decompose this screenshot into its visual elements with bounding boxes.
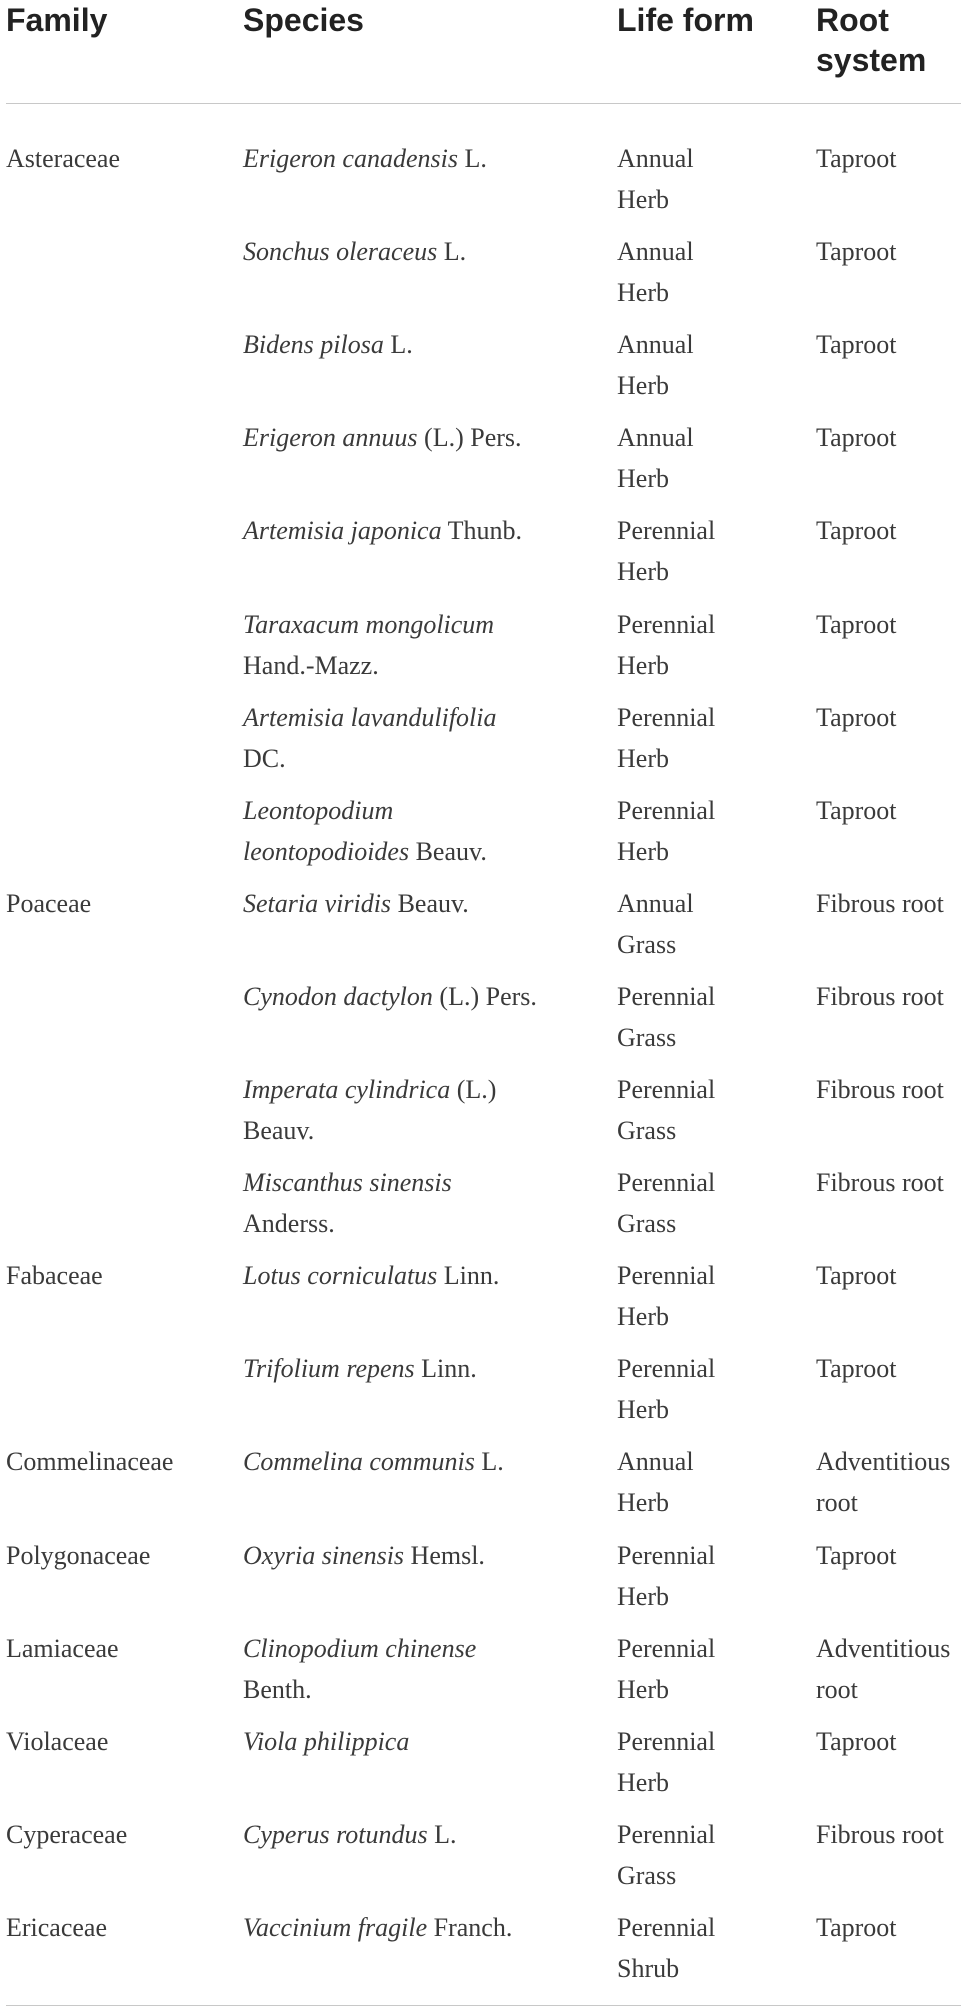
species-cell (243, 1907, 512, 1948)
species-italic: Erigeron canadensis (243, 144, 458, 173)
species-line1 (243, 1628, 476, 1669)
species-line1 (243, 510, 522, 551)
root-system-line1: Taproot (816, 795, 897, 825)
life-form-line2: Herb (617, 557, 669, 587)
root-system-line1: Taproot (816, 1540, 897, 1570)
life-form-cell (617, 417, 694, 499)
species-authority: (L.) (450, 1075, 497, 1104)
table-row (0, 324, 972, 417)
root-system-line1: Fibrous root (816, 1075, 944, 1104)
root-system-cell (816, 1814, 944, 1855)
species-italic: Erigeron annuus (243, 423, 418, 453)
life-form-cell (617, 324, 694, 406)
species-cell (243, 1069, 496, 1151)
table-row (0, 1255, 972, 1348)
species-italic: Commelina communis (243, 1447, 475, 1477)
table-row (0, 1814, 972, 1907)
species-cell (243, 1628, 476, 1710)
table-bottom-divider (6, 2005, 961, 2006)
life-form-cell (617, 1348, 715, 1430)
species-line1 (243, 1814, 457, 1855)
life-form-cell (617, 697, 715, 779)
root-system-line1: Taproot (816, 1912, 897, 1942)
species-line1 (243, 324, 413, 365)
life-form-cell (617, 1069, 715, 1151)
root-system-line1: Taproot (816, 702, 897, 732)
species-authority: Beauv. (391, 888, 469, 918)
life-form-line1: Perennial (617, 609, 716, 639)
life-form-line1: Annual (617, 144, 694, 173)
life-form-line2: Herb (617, 1767, 669, 1797)
root-system-line1: Fibrous root (816, 1168, 944, 1198)
family-cell: Violaceae (6, 1726, 109, 1756)
species-line1 (243, 697, 497, 738)
family-cell: Cyperaceae (6, 1819, 128, 1849)
table-row (0, 1069, 972, 1162)
table-row (0, 1535, 972, 1628)
species-authority-2: Benth. (243, 1674, 312, 1704)
species-italic: Cynodon dactylon (243, 981, 433, 1011)
species-authority: L. (474, 1447, 504, 1477)
root-system-cell (816, 790, 897, 831)
root-system-line2: root (816, 1488, 858, 1518)
species-italic: Trifolium repens (243, 1354, 415, 1384)
species-italic: Clinopodium chinense (243, 1633, 477, 1663)
life-form-cell (617, 1721, 715, 1803)
table-row (0, 976, 972, 1069)
species-italic: Cyperus rotundus (243, 1819, 428, 1849)
species-cell (243, 138, 487, 179)
header-root-line2: system (816, 42, 927, 78)
root-system-line1: Taproot (816, 516, 897, 546)
life-form-cell (617, 1255, 715, 1337)
species-authority: Linn. (437, 1261, 500, 1291)
life-form-cell (617, 1814, 715, 1896)
root-system-cell (816, 883, 944, 924)
root-system-cell (816, 1628, 950, 1710)
species-italic: Artemisia japonica (243, 516, 442, 546)
life-form-line2: Herb (617, 836, 669, 866)
species-line1 (243, 976, 537, 1017)
life-form-cell (617, 976, 715, 1058)
table-row (0, 1162, 972, 1255)
species-cell (243, 510, 522, 551)
species-line1 (243, 1721, 409, 1762)
species-line1 (243, 883, 469, 924)
species-line1 (243, 1255, 499, 1296)
species-line1 (243, 1162, 452, 1203)
root-system-line1: Taproot (816, 1726, 897, 1756)
life-form-cell (617, 883, 694, 965)
species-line1 (243, 231, 466, 272)
life-form-line2: Grass (617, 1209, 677, 1239)
root-system-cell (816, 976, 944, 1017)
life-form-line1: Perennial (617, 1726, 716, 1756)
root-system-cell (816, 231, 897, 272)
table-row (0, 1441, 972, 1534)
life-form-line1: Perennial (617, 1075, 716, 1104)
species-cell (243, 697, 497, 779)
life-form-line2: Herb (617, 1395, 669, 1425)
table-header (0, 0, 972, 104)
life-form-line2: Herb (617, 1674, 669, 1704)
species-italic: Lotus corniculatus (243, 1261, 438, 1291)
root-system-cell (816, 138, 897, 179)
species-line1 (243, 790, 487, 831)
table-row (0, 1907, 972, 2000)
life-form-line1: Perennial (617, 1261, 716, 1291)
species-cell (243, 1721, 409, 1762)
species-cell (243, 1255, 499, 1296)
life-form-line1: Perennial (617, 795, 716, 825)
root-system-line1: Adventitious (816, 1447, 951, 1477)
species-authority: (L.) Pers. (432, 981, 537, 1011)
family-cell: Lamiaceae (6, 1633, 119, 1663)
species-cell (243, 1441, 504, 1482)
life-form-line1: Perennial (617, 981, 716, 1011)
life-form-cell (617, 138, 694, 220)
species-authority-2: DC. (243, 743, 286, 773)
table-row (0, 604, 972, 697)
root-system-line1: Adventitious (816, 1633, 951, 1663)
header-family: Family (6, 2, 108, 38)
root-system-line1: Taproot (816, 330, 897, 360)
life-form-line2: Grass (617, 1022, 677, 1052)
root-system-line1: Fibrous root (816, 1819, 944, 1849)
species-line1 (243, 604, 494, 645)
family-cell: Fabaceae (6, 1261, 103, 1291)
table-row (0, 1721, 972, 1814)
family-cell: Asteraceae (6, 144, 121, 173)
header-divider (6, 103, 961, 104)
species-italic: Miscanthus sinensis (243, 1168, 452, 1198)
species-line1 (243, 417, 522, 458)
table-row (0, 790, 972, 883)
species-authority: L. (437, 237, 467, 267)
family-cell: Poaceae (6, 888, 92, 918)
life-form-line1: Perennial (617, 1354, 716, 1384)
life-form-line1: Annual (617, 237, 694, 267)
life-form-line2: Herb (617, 1302, 669, 1332)
species-cell (243, 976, 537, 1017)
root-system-line2: root (816, 1674, 858, 1704)
species-italic: Vaccinium fragile (243, 1912, 428, 1942)
table-row (0, 138, 972, 231)
species-cell (243, 417, 522, 458)
species-cell (243, 1348, 477, 1389)
life-form-cell (617, 510, 715, 592)
root-system-line1: Taproot (816, 1261, 897, 1291)
life-form-cell (617, 1628, 715, 1710)
species-line1 (243, 138, 487, 179)
life-form-line2: Grass (617, 929, 677, 959)
species-authority-2: Beauv. (243, 1116, 315, 1145)
life-form-line1: Perennial (617, 1633, 716, 1663)
life-form-line1: Annual (617, 423, 694, 453)
root-system-cell (816, 1441, 950, 1523)
species-line2 (243, 1669, 476, 1710)
root-system-cell (816, 1535, 897, 1576)
life-form-line1: Perennial (617, 1540, 716, 1570)
life-form-cell (617, 1162, 715, 1244)
life-form-line1: Perennial (617, 516, 716, 546)
species-line1 (243, 1441, 504, 1482)
life-form-cell (617, 1907, 715, 1989)
root-system-line1: Taproot (816, 144, 897, 173)
root-system-cell (816, 1721, 897, 1762)
table-row (0, 883, 972, 976)
species-italic: Taraxacum mongolicum (243, 609, 495, 639)
life-form-line2: Herb (617, 371, 669, 401)
species-authority: L. (427, 1819, 457, 1849)
life-form-cell (617, 1441, 694, 1523)
species-cell (243, 231, 466, 272)
table-row (0, 417, 972, 510)
species-italic: Viola philippica (243, 1726, 410, 1756)
life-form-cell (617, 231, 694, 313)
species-line2 (243, 1203, 452, 1244)
species-line2 (243, 645, 494, 686)
species-italic: Sonchus oleraceus (243, 237, 438, 267)
life-form-line2: Grass (617, 1860, 677, 1890)
header-life-form: Life form (617, 2, 754, 38)
life-form-line2: Grass (617, 1116, 677, 1145)
species-authority-2: Hand.-Mazz. (243, 650, 379, 680)
life-form-line2: Herb (617, 278, 669, 308)
root-system-line1: Taproot (816, 423, 897, 453)
root-system-cell (816, 1069, 944, 1110)
root-system-line1: Fibrous root (816, 888, 944, 918)
root-system-cell (816, 1162, 944, 1203)
root-system-cell (816, 604, 897, 645)
species-italic: Artemisia lavandulifolia (243, 702, 497, 732)
life-form-line1: Annual (617, 330, 694, 360)
species-cell (243, 324, 413, 365)
header-root-line1: Root (816, 2, 889, 38)
table-row (0, 231, 972, 324)
species-italic: Setaria viridis (243, 888, 392, 918)
root-system-cell (816, 417, 897, 458)
species-italic: Imperata cylindrica (243, 1075, 451, 1104)
life-form-line2: Herb (617, 650, 669, 680)
life-form-line1: Annual (617, 888, 694, 918)
header-species: Species (243, 2, 364, 38)
root-system-cell (816, 1907, 897, 1948)
species-line2 (243, 738, 497, 779)
root-system-line1: Fibrous root (816, 981, 944, 1011)
species-italic: Bidens pilosa (243, 330, 384, 360)
life-form-line1: Annual (617, 1447, 694, 1477)
root-system-line1: Taproot (816, 1354, 897, 1384)
species-line1 (243, 1348, 477, 1389)
species-line1 (243, 1907, 512, 1948)
table-row (0, 697, 972, 790)
species-cell (243, 1535, 485, 1576)
life-form-line2: Herb (617, 1581, 669, 1611)
species-cell (243, 883, 469, 924)
life-form-line2: Herb (617, 1488, 669, 1518)
root-system-cell (816, 1255, 897, 1296)
life-form-cell (617, 790, 715, 872)
species-cell (243, 1162, 452, 1244)
life-form-line1: Perennial (617, 1912, 716, 1942)
root-system-cell (816, 324, 897, 365)
species-authority: L. (457, 144, 487, 173)
root-system-line1: Taproot (816, 609, 897, 639)
table-row (0, 1628, 972, 1721)
species-authority: Linn. (414, 1354, 477, 1384)
species-authority: Thunb. (441, 516, 523, 546)
header-root-system (816, 0, 926, 80)
species-line2 (243, 1110, 496, 1151)
species-authority-2: Anderss. (243, 1209, 335, 1239)
table-row (0, 1348, 972, 1441)
family-cell: Commelinaceae (6, 1447, 174, 1477)
life-form-line1: Perennial (617, 1168, 716, 1198)
root-system-cell (816, 697, 897, 738)
species-authority-2: Beauv. (409, 836, 487, 866)
life-form-line2: Shrub (617, 1953, 680, 1983)
species-italic-2: leontopodioides (243, 836, 410, 866)
life-form-line2: Herb (617, 743, 669, 773)
life-form-cell (617, 604, 715, 686)
species-authority: L. (383, 330, 413, 360)
species-authority: (L.) Pers. (417, 423, 522, 453)
family-cell: Polygonaceae (6, 1540, 151, 1570)
root-system-cell (816, 510, 897, 551)
life-form-line1: Perennial (617, 1819, 716, 1849)
family-cell: Ericaceae (6, 1912, 108, 1942)
table-row (0, 510, 972, 603)
species-authority: Hemsl. (404, 1540, 485, 1570)
species-italic: Leontopodium (243, 795, 394, 825)
species-italic: Oxyria sinensis (243, 1540, 405, 1570)
root-system-line1: Taproot (816, 237, 897, 267)
species-cell (243, 604, 494, 686)
species-cell (243, 1814, 457, 1855)
root-system-cell (816, 1348, 897, 1389)
species-line2 (243, 831, 487, 872)
life-form-line2: Herb (617, 185, 669, 214)
life-form-cell (617, 1535, 715, 1617)
life-form-line2: Herb (617, 464, 669, 494)
species-line1 (243, 1535, 485, 1576)
species-line1 (243, 1069, 496, 1110)
life-form-line1: Perennial (617, 702, 716, 732)
species-authority: Franch. (427, 1912, 513, 1942)
species-cell (243, 790, 487, 872)
